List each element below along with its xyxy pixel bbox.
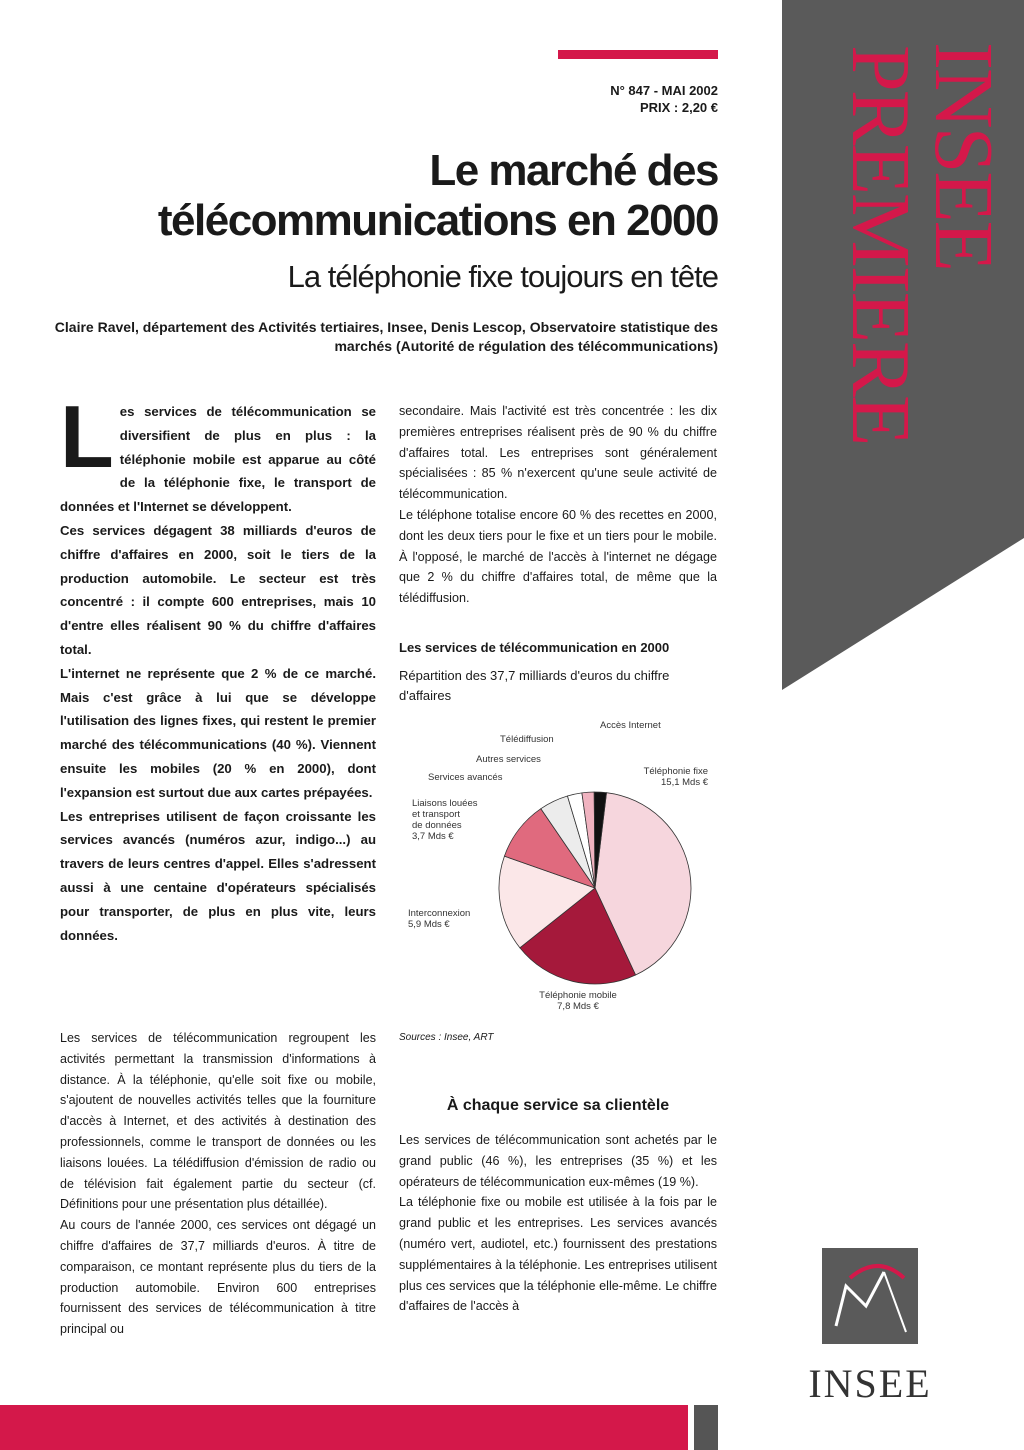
footer-accent-bar (0, 1405, 688, 1450)
header-accent-bar (558, 50, 718, 59)
logo-icon (822, 1248, 918, 1344)
insee-logo-text: INSEE (808, 1361, 932, 1406)
brand-insee-wordmark: INSEE (917, 42, 1010, 270)
section-heading: À chaque service sa clientèle (446, 1097, 670, 1114)
body-paragraph: secondaire. Mais l'activité est très concentrée : les dix premières entreprises réalisent près de 90 % du chiffre d'affaires total. Les entreprises sont généralement spécialisées : 85 % n'exercent qu'une seule activité de télécommunication. (399, 404, 717, 502)
chart-title: Les services de télécommunication en 2000 (399, 640, 670, 655)
slice-label: Liaisons louées et transport de données 3,7 Mds € (412, 798, 478, 842)
insee-logo-mark (822, 1248, 918, 1344)
intro-paragraph: L'internet ne représente que 2 % de ce marché. Mais c'est grâce à lui que se développe l'utilisation des lignes fixes, qui restent le premier marché des télécommunications (40 %). Viennent ensuite les mobiles (20 % en 2000), dont l'expansion est surtout due aux cartes prépayées. (60, 665, 376, 800)
footer-gray-bar (694, 1405, 718, 1450)
issue-info (610, 82, 718, 116)
column-two-body (399, 1130, 717, 1317)
slice-label: Téléphonie mobile 7,8 Mds € (539, 990, 617, 1012)
body-paragraph: Au cours de l'année 2000, ces services ont dégagé un chiffre d'affaires de 37,7 milliards d'euros. À titre de comparaison, ce montant représente plus du tiers de la production automobile. Environ 600 entreprises fournissent des services de télécommunication à titre principal ou (60, 1218, 376, 1337)
slice-label: Interconnexion 5,9 Mds € (408, 908, 471, 930)
drop-cap: L (60, 387, 114, 486)
intro-summary (60, 387, 376, 947)
issue-price: PRIX : 2,20 € (639, 100, 718, 115)
page-title: Le marché des télécommunications en 2000 (157, 146, 718, 245)
issue-number: N° 847 - MAI 2002 (610, 83, 718, 98)
body-paragraph: La téléphonie fixe ou mobile est utilisée à la fois par le grand public et les entreprises. Les services avancés (numéro vert, audiotel, etc.) fournissent des prestations supplémentaires à la téléphonie. Les entreprises utilisent plus ces services que la téléphonie elle-même. Le chiffre d'affaires de l'accès à (399, 1195, 717, 1314)
slice-label: Accès Internet (600, 720, 661, 731)
column-two-text (399, 401, 717, 609)
column-one-body (60, 1028, 376, 1340)
slice-label: Télédiffusion (500, 734, 554, 745)
body-paragraph: Les services de télécommunication regroupent les activités permettant la transmission d'informations à distance. À la téléphonie, qu'elle soit fixe ou mobile, s'ajoutent de nouvelles activités telles que la fourniture d'accès à Internet, et des activités à destination des professionnels, comme le transport de données ou les liaisons louées. La télédiffusion d'émission de radio ou de télévision fait également partie du secteur (cf. Définitions pour une présentation plus détaillée). (60, 1031, 376, 1212)
body-paragraph: Les services de télécommunication sont achetés par le grand public (46 %), les entreprises (35 %) et les opérateurs de télécommunication eux-mêmes (19 %). (399, 1133, 717, 1189)
intro-paragraph: Ces services dégagent 38 milliards d'euros de chiffre d'affaires en 2000, soit le tiers de la production automobile. Le secteur est très concentré : il compte 600 entreprises, mais 10 d'entre elles réalisent 90 % du chiffre d'affaires total. (60, 522, 376, 657)
chart-sources: Sources : Insee, ART (399, 1032, 494, 1043)
chart-subtitle: Répartition des 37,7 milliards d'euros du chiffre d'affaires (399, 668, 670, 703)
slice-label: Services avancés (428, 772, 503, 783)
page-subtitle: La téléphonie fixe toujours en tête (287, 259, 718, 294)
body-paragraph: Le téléphone totalise encore 60 % des recettes en 2000, dont les deux tiers pour le fixe et un tiers pour le mobile. À l'opposé, le marché de l'accès à l'internet ne dégage que 2 % du chiffre d'affaires total, de même que la télédiffusion. (399, 507, 717, 606)
slice-label: Autres services (476, 754, 541, 765)
brand-premiere-wordmark: PREMIERE (834, 45, 927, 445)
intro-paragraph: es services de télécommunication se diversifient de plus en plus : la téléphonie mobile est apparue au côté de la téléphonie fixe, le transport de données et l'Internet se développent. (60, 404, 376, 515)
slice-label: Téléphonie fixe 15,1 Mds € (643, 766, 708, 788)
authors: Claire Ravel, département des Activités tertiaires, Insee, Denis Lescop, Observatoire statistique des marchés (Autorité de régulation des télécommunications) (54, 319, 718, 354)
pie-chart (400, 712, 718, 1027)
intro-paragraph: Les entreprises utilisent de façon croissante les services avancés (numéros azur, indigo...) au travers de leurs centres d'appel. Elles s'adressent aussi à une centaine d'opérateurs spécialisés pour transporter, de plus en plus vite, leurs données. (60, 808, 376, 943)
